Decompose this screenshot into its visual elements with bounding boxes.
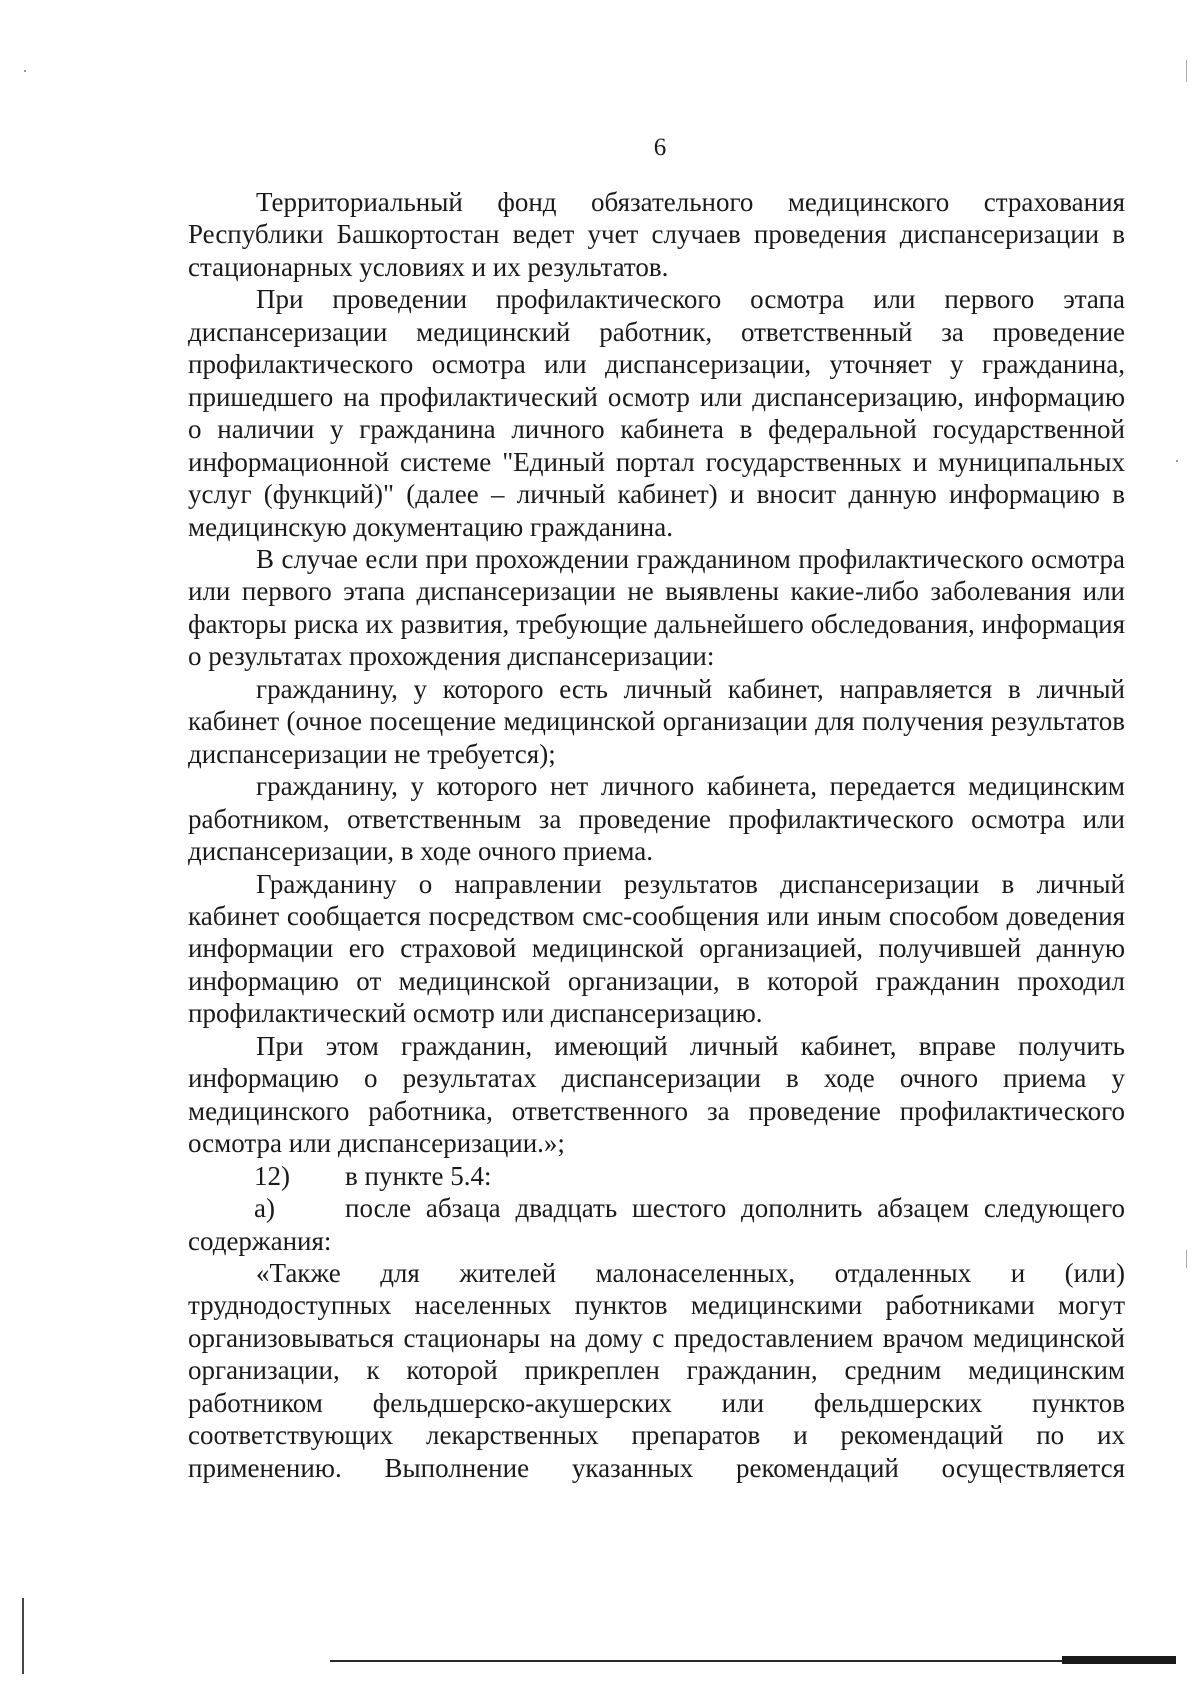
document-body (188, 186, 1125, 1484)
list-marker-12: 12) (254, 1160, 290, 1191)
paragraph-personal-account-check: При проведении профилактического осмотра или первого этапа диспансеризации медицинский работник, ответственный за проведение профилактического осмотра или диспансеризации, уточняет у гражданина, пришедшего на профилактический осмотр или диспансеризацию, информацию о наличии у гражданина личного кабинета в федеральной государственной информационной системе "Единый портал государственных и муниципальных услуг (функций)" (далее – личный кабинет) и вносит данную информацию в медицинскую документацию гражданина. (188, 284, 1125, 542)
list-text-12: в пункте 5.4: (345, 1160, 492, 1191)
list-marker-a: а) (254, 1193, 275, 1224)
scan-speck (1176, 460, 1178, 462)
paragraph-tfoms-records: Территориальный фонд обязательного медицинского страхования Республики Башкортостан ведет учет случаев проведения диспансеризации в стационарных условиях и их результатов. (188, 187, 1125, 282)
list-item-12 (188, 1160, 1125, 1192)
list-item-a (188, 1192, 1125, 1257)
page-number: 6 (653, 134, 667, 161)
scan-bar-thick (1062, 1656, 1176, 1664)
paragraph-without-personal-account: гражданину, у которого нет личного кабинета, передается медицинским работником, ответственным за проведение профилактического осмотра или диспансеризации, в ходе очного приема. (188, 771, 1125, 867)
scan-edge-right (1186, 60, 1187, 82)
scan-bar-bottom (330, 1660, 1176, 1662)
scan-edge-right (1186, 1250, 1187, 1268)
paragraph-in-person-results: При этом гражданин, имеющий личный кабинет, вправе получить информацию о результатах диспансеризации в ходе очного приема у медицинского работника, ответственного за проведение профилактического осмотра или диспансеризации.»; (188, 1030, 1125, 1159)
scan-mark-left (22, 1598, 24, 1674)
scan-speck (24, 70, 26, 72)
paragraph-home-hospitals: «Также для жителей малонаселенных, отдаленных и (или) труднодоступных населенных пунктов медицинскими работниками могут организовываться стационары на дому с предоставлением врачом медицинской организации, к которой прикреплен гражданин, средним медицинским работником фельдшерско-акушерских или фельдшерских пунктов соответствующих лекарственных препаратов и рекомендаций по их применению. Выполнение указанных рекомендаций осуществляется (188, 1257, 1125, 1483)
list-text-a: после абзаца двадцать шестого дополнить абзацем следующего содержания: (188, 1193, 1125, 1256)
paragraph-with-personal-account: гражданину, у которого есть личный кабинет, направляется в личный кабинет (очное посещение медицинской организации для получения результатов диспансеризации не требуется); (188, 673, 1125, 769)
paragraph-no-diseases-detected: В случае если при прохождении гражданином профилактического осмотра или первого этапа диспансеризации не выявлены какие-либо заболевания или факторы риска их развития, требующие дальнейшего обследования, информация о результатах прохождения диспансеризации: (188, 543, 1125, 672)
paragraph-sms-notification: Гражданину о направлении результатов диспансеризации в личный кабинет сообщается посредством смс-сообщения или иным способом доведения информации его страховой медицинской организацией, получившей данную информацию от медицинской организации, в которой гражданин проходил профилактический осмотр или диспансеризацию. (188, 868, 1125, 1029)
